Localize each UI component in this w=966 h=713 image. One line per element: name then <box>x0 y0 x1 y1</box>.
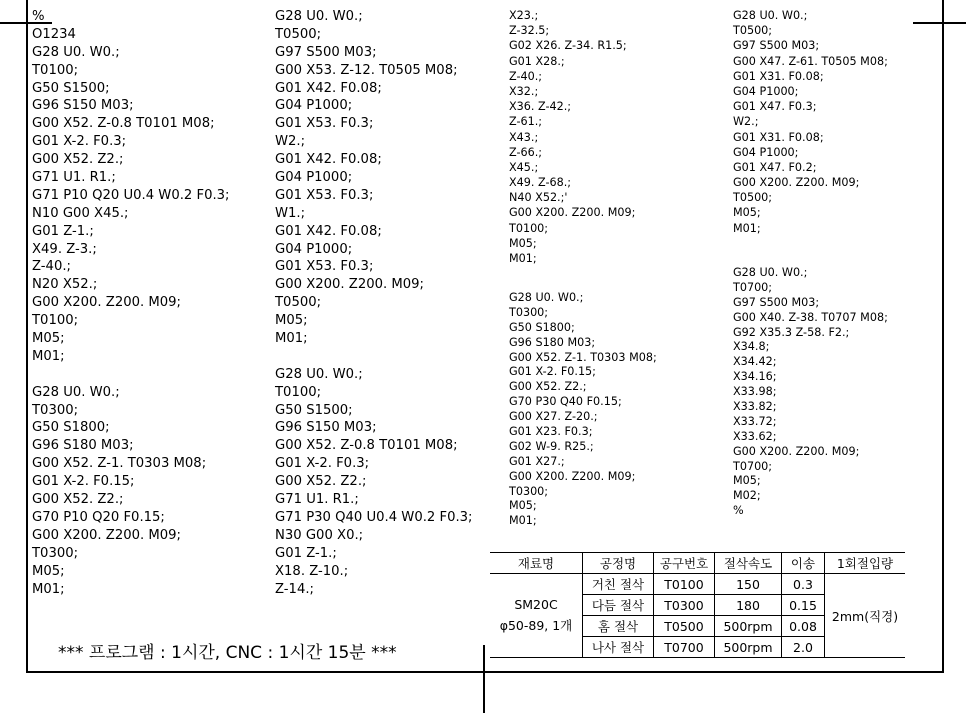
program-line: G04 P1000; <box>733 145 799 159</box>
program-line: G28 U0. W0.; <box>733 9 808 22</box>
tool-cell: T0300 <box>654 595 715 616</box>
program-line: M01; <box>509 514 537 528</box>
tool-cell: T0500 <box>654 616 715 637</box>
program-line <box>32 366 230 384</box>
program-line: Z-66.; <box>509 145 543 159</box>
program-line: G04 P1000; <box>275 170 353 186</box>
program-line: N20 X52.; <box>32 277 98 293</box>
program-line: X49. Z-68.; <box>509 176 572 190</box>
program-line: T0700; <box>733 459 773 473</box>
depth-cell: 2mm(직경) <box>825 574 906 658</box>
program-line: T0300; <box>32 402 79 418</box>
program-column-4-top <box>733 8 888 236</box>
program-line: T0700; <box>733 280 773 294</box>
program-line: X49. Z-3.; <box>32 241 97 257</box>
program-line: Z-40.; <box>509 69 543 83</box>
speed-cell: 500rpm <box>715 637 782 658</box>
feed-cell: 2.0 <box>782 637 825 658</box>
program-line: G00 X52. Z2.; <box>509 380 587 394</box>
program-line: G00 X200. Z200. M09; <box>509 206 636 220</box>
program-line: % <box>32 9 45 24</box>
program-line: X34.42; <box>733 355 777 369</box>
program-line: G71 P30 Q40 U0.4 W0.2 F0.3; <box>275 509 473 525</box>
program-column-4-bottom <box>733 265 888 518</box>
program-line: T0300; <box>509 484 549 498</box>
program-line: G96 S180 M03; <box>32 438 134 454</box>
material-size: φ50-89, 1개 <box>499 618 573 633</box>
program-line: M01; <box>509 252 537 265</box>
program-line: G00 X52. Z-0.8 T0101 M08; <box>275 438 458 454</box>
spec-header-row <box>490 553 905 574</box>
program-line: G28 U0. W0.; <box>275 9 363 24</box>
program-line: G04 P1000; <box>275 241 353 257</box>
program-line: X45.; <box>509 160 539 174</box>
program-line: G71 U1. R1.; <box>275 492 359 508</box>
program-line: Z-61.; <box>509 115 543 129</box>
speed-cell: 180 <box>715 595 782 616</box>
speed-cell: 500rpm <box>715 616 782 637</box>
program-line: G01 X27.; <box>509 454 565 468</box>
header-speed: 절삭속도 <box>715 553 782 574</box>
program-line: G96 S180 M03; <box>509 335 596 349</box>
program-line: G01 X-2. F0.15; <box>32 474 135 490</box>
program-line: N10 G00 X45.; <box>32 205 129 221</box>
program-line: G28 U0. W0.; <box>509 291 584 304</box>
program-line: X34.8; <box>733 340 770 354</box>
program-line: T0500; <box>275 26 322 42</box>
program-line: X18. Z-10.; <box>275 563 349 579</box>
program-line: G00 X200. Z200. M09; <box>275 277 424 293</box>
header-depth: 1회절입량 <box>825 553 906 574</box>
program-line: M05; <box>509 499 537 513</box>
material-cell <box>490 574 583 658</box>
program-line: T0300; <box>509 305 549 319</box>
program-line: W2.; <box>275 134 306 150</box>
header-tool: 공구번호 <box>654 553 715 574</box>
program-line: G01 X53. F0.3; <box>275 116 374 132</box>
program-line: G01 X53. F0.3; <box>275 259 374 275</box>
program-line: G50 S1800; <box>509 320 575 334</box>
program-line: Z-32.5; <box>509 24 550 38</box>
program-line: G01 X42. F0.08; <box>275 80 382 96</box>
program-line: X33.82; <box>733 400 777 414</box>
program-column-3-top <box>509 8 635 266</box>
program-line: G04 P1000; <box>275 98 353 114</box>
program-line <box>275 348 473 366</box>
program-line: M05; <box>733 206 761 220</box>
program-line: G00 X200. Z200. M09; <box>733 444 860 458</box>
program-line: G00 X52. Z-0.8 T0101 M08; <box>32 116 215 132</box>
header-feed: 이송 <box>782 553 825 574</box>
program-line: G71 P10 Q20 U0.4 W0.2 F0.3; <box>32 187 230 203</box>
program-line: G00 X27. Z-20.; <box>509 410 598 424</box>
program-line: G01 X47. F0.2; <box>733 160 817 174</box>
material-name: SM20C <box>514 597 558 612</box>
program-line: G01 X31. F0.08; <box>733 69 824 83</box>
program-line: G00 X52. Z2.; <box>275 474 367 490</box>
program-line: T0500; <box>733 24 773 38</box>
process-cell: 거친 절삭 <box>583 574 654 595</box>
program-line: G00 X52. Z-1. T0303 M08; <box>509 350 657 364</box>
tool-cell: T0100 <box>654 574 715 595</box>
program-line: G97 S500 M03; <box>733 39 820 53</box>
program-line: T0100; <box>275 384 322 400</box>
program-line: X34.16; <box>733 370 777 384</box>
program-line: G01 X-2. F0.3; <box>32 134 127 150</box>
feed-cell: 0.08 <box>782 616 825 637</box>
program-line: M01; <box>32 348 65 364</box>
program-line: G01 X47. F0.3; <box>733 100 817 114</box>
program-line: G01 X42. F0.08; <box>275 223 382 239</box>
feed-cell: 0.3 <box>782 574 825 595</box>
program-line: G01 X-2. F0.3; <box>275 456 370 472</box>
program-line: Z-14.; <box>275 581 314 597</box>
program-line: M05; <box>275 313 308 329</box>
program-line: % <box>733 504 744 518</box>
process-cell: 홈 절삭 <box>583 616 654 637</box>
program-line: M05; <box>32 563 65 579</box>
program-line: G28 U0. W0.; <box>733 266 808 279</box>
program-line: T0300; <box>32 545 79 561</box>
program-line: G96 S150 M03; <box>32 98 134 114</box>
frame-mark-bottom <box>483 645 485 713</box>
program-line: G01 X23. F0.3; <box>509 425 593 439</box>
program-line: T0100; <box>32 62 79 78</box>
program-line: W1.; <box>275 205 306 221</box>
program-line: X33.72; <box>733 414 777 428</box>
program-line: G71 U1. R1.; <box>32 170 116 186</box>
program-line: G00 X47. Z-61. T0505 M08; <box>733 54 888 68</box>
program-line: G97 S500 M03; <box>275 44 377 60</box>
program-line: X33.62; <box>733 429 777 443</box>
program-column-3-bottom <box>509 290 657 528</box>
program-line: G70 P30 Q40 F0.15; <box>509 395 622 409</box>
program-line: G01 X-2. F0.15; <box>509 365 596 379</box>
program-line: G70 P10 Q20 F0.15; <box>32 509 165 525</box>
process-cell: 다듬 절삭 <box>583 595 654 616</box>
program-line: N40 X52.;' <box>509 191 568 205</box>
program-line: G50 S1500; <box>32 80 110 96</box>
program-line: G50 S1500; <box>275 402 353 418</box>
process-cell: 나사 절삭 <box>583 637 654 658</box>
program-line: W2.; <box>733 115 759 129</box>
program-line: M05; <box>733 474 761 488</box>
program-line: G01 X31. F0.08; <box>733 130 824 144</box>
program-line: M02; <box>733 489 761 503</box>
program-line: G01 Z-1.; <box>32 223 94 239</box>
program-line: T0100; <box>509 221 549 235</box>
program-line: G01 X53. F0.3; <box>275 187 374 203</box>
program-line: G02 W-9. R25.; <box>509 439 594 453</box>
program-line: G00 X53. Z-12. T0505 M08; <box>275 62 458 78</box>
time-note: *** 프로그램 : 1시간, CNC : 1시간 15분 *** <box>58 643 397 663</box>
program-line: G00 X200. Z200. M09; <box>32 527 181 543</box>
program-line: X33.98; <box>733 385 777 399</box>
program-line: G92 X35.3 Z-58. F2.; <box>733 325 850 339</box>
program-line: M01; <box>32 581 65 597</box>
program-line: X43.; <box>509 130 539 144</box>
program-line: G00 X200. Z200. M09; <box>509 469 636 483</box>
program-line: G01 X42. F0.08; <box>275 152 382 168</box>
program-line: G02 X26. Z-34. R1.5; <box>509 39 627 53</box>
program-line: G00 X52. Z2.; <box>32 152 124 168</box>
program-line: G00 X52. Z-1. T0303 M08; <box>32 456 207 472</box>
program-line: G97 S500 M03; <box>733 295 820 309</box>
program-line: G00 X52. Z2.; <box>32 492 124 508</box>
program-line: G01 X28.; <box>509 54 565 68</box>
header-process: 공정명 <box>583 553 654 574</box>
program-line: G00 X200. Z200. M09; <box>733 176 860 190</box>
program-line: G04 P1000; <box>733 84 799 98</box>
program-line: G96 S150 M03; <box>275 420 377 436</box>
program-line: G28 U0. W0.; <box>32 44 120 60</box>
program-line: X32.; <box>509 84 539 98</box>
program-line: X23.; <box>509 9 539 22</box>
feed-cell: 0.15 <box>782 595 825 616</box>
program-line: X36. Z-42.; <box>509 100 572 114</box>
cutting-spec-table <box>490 552 905 658</box>
program-column-1 <box>32 8 230 598</box>
frame-mark-right <box>913 22 966 24</box>
program-line: G00 X200. Z200. M09; <box>32 295 181 311</box>
program-column-2 <box>275 8 473 598</box>
program-line: G01 Z-1.; <box>275 545 337 561</box>
spec-row <box>490 574 905 595</box>
program-line: M01; <box>733 221 761 235</box>
program-line: G00 X40. Z-38. T0707 M08; <box>733 310 888 324</box>
header-material: 재료명 <box>490 553 583 574</box>
program-line: N30 G00 X0.; <box>275 527 364 543</box>
speed-cell: 150 <box>715 574 782 595</box>
program-line: G50 S1800; <box>32 420 110 436</box>
program-line: T0500; <box>275 295 322 311</box>
program-line: M05; <box>32 331 65 347</box>
program-line: T0100; <box>32 313 79 329</box>
program-line: G28 U0. W0.; <box>32 384 120 400</box>
program-line: O1234 <box>32 26 76 42</box>
program-line: Z-40.; <box>32 259 71 275</box>
program-line: G28 U0. W0.; <box>275 366 363 382</box>
program-line: T0500; <box>733 191 773 205</box>
program-line: M05; <box>509 236 537 250</box>
program-line: M01; <box>275 331 308 347</box>
tool-cell: T0700 <box>654 637 715 658</box>
